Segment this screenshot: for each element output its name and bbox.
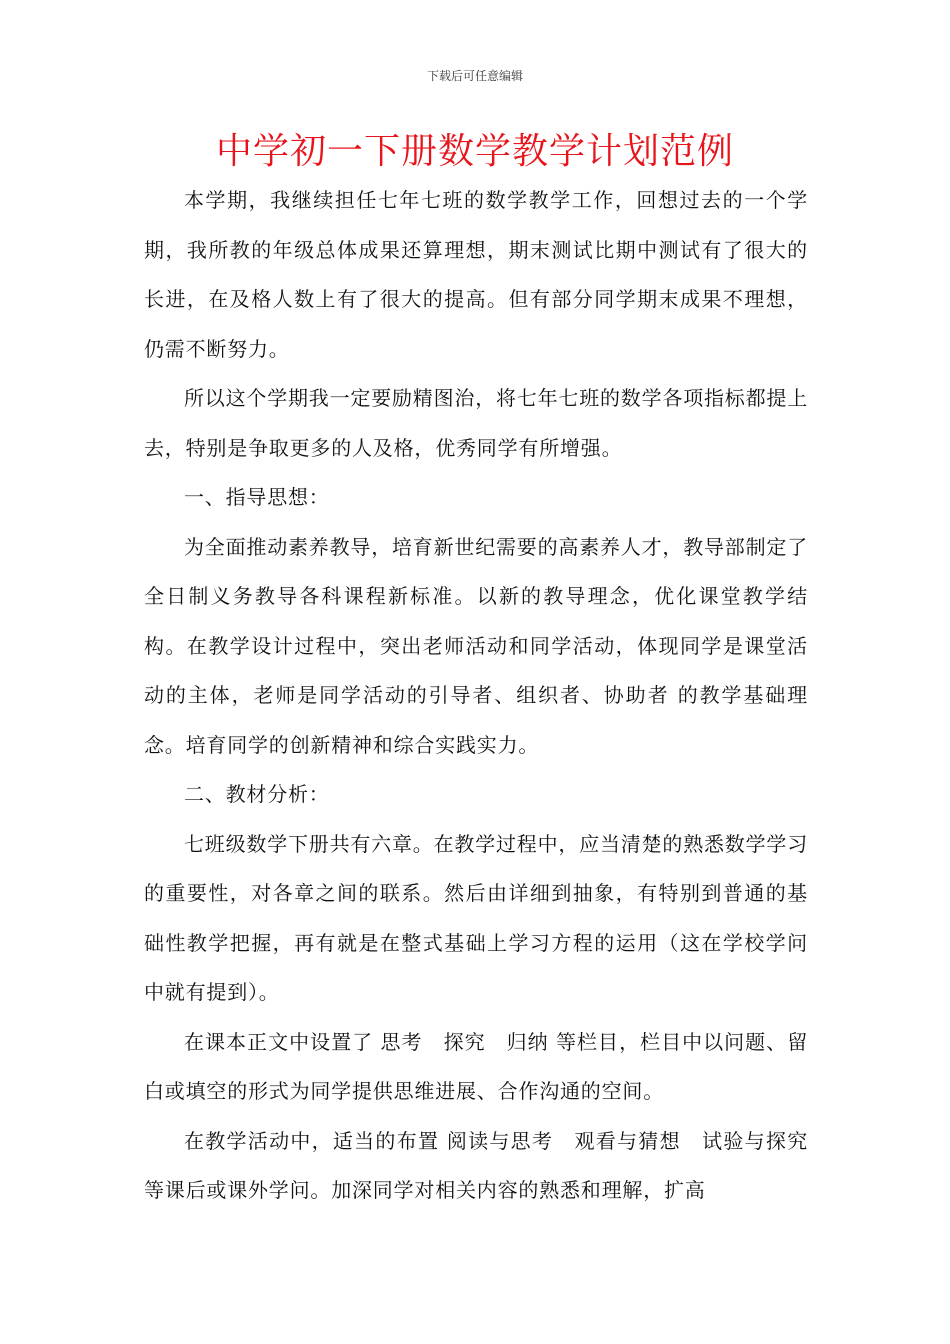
document-body bbox=[144, 176, 808, 1216]
section-heading-guiding-ideas: 一、指导思想： bbox=[184, 485, 330, 509]
paragraph-textbook-analysis: 七班级数学下册共有六章。在教学过程中，应当清楚的熟悉数学学习的重要性，对各章之间的联系。然后由详细到抽象，有特别到普通的基础性教学把握，再有就是在整式基础上学习方程的运用（这在学校学问中就有提到）。 bbox=[144, 831, 808, 1004]
paragraph-intro: 本学期，我继续担任七年七班的数学教学工作，回想过去的一个学期，我所教的年级总体成果还算理想，期末测试比期中测试有了很大的长进，在及格人数上有了很大的提高。但有部分同学期末成果不理想，仍需不断努力。 bbox=[144, 188, 808, 361]
paragraph-columns: 在课本正文中设置了 思考 探究 归纳 等栏目，栏目中以问题、留白或填空的形式为同学提供思维进展、合作沟通的空间。 bbox=[144, 1029, 808, 1103]
document-title: 中学初一下册数学教学计划范例 bbox=[215, 131, 734, 172]
paragraph-guiding-ideas: 为全面推动素养教导，培育新世纪需要的高素养人才，教导部制定了全日制义务教导各科课程新标准。以新的教导理念，优化课堂教学结构。在教学设计过程中，突出老师活动和同学活动，体现同学是课堂活动的主体，老师是同学活动的引导者、组织者、协助者 的教学基础理念。培育同学的创新精神和综合实践实力。 bbox=[144, 534, 808, 757]
section-heading-textbook-analysis: 二、教材分析： bbox=[184, 782, 330, 806]
header-note: 下载后可任意编辑 bbox=[426, 69, 523, 83]
paragraph-activities: 在教学活动中，适当的布置 阅读与思考 观看与猜想 试验与探究 等课后或课外学问。加深同学对相关内容的熟悉和理解，扩高 bbox=[144, 1128, 808, 1202]
paragraph-goal: 所以这个学期我一定要励精图治，将七年七班的数学各项指标都提上去，特别是争取更多的人及格，优秀同学有所增强。 bbox=[144, 386, 808, 460]
